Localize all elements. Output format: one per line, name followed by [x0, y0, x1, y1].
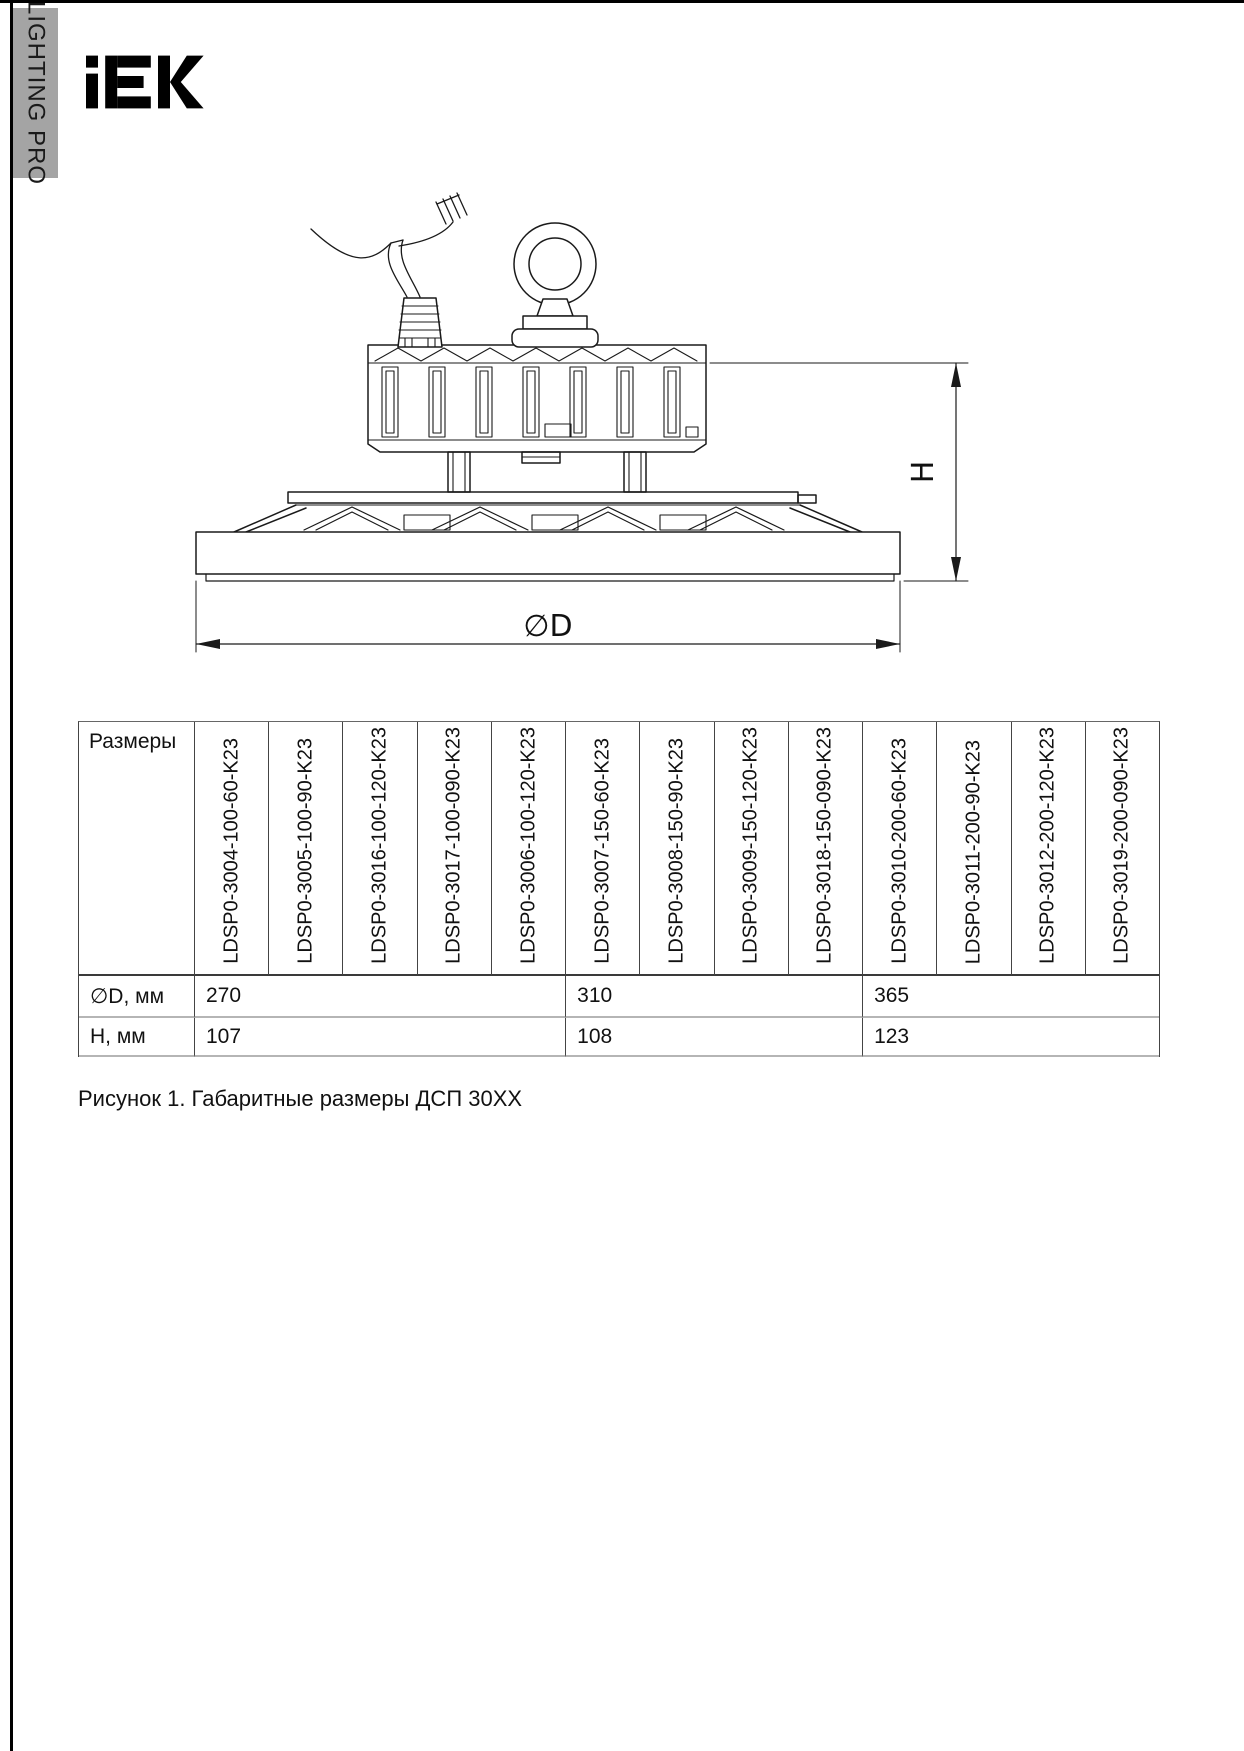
model-column-header — [342, 722, 416, 976]
model-column-header — [268, 722, 342, 976]
model-column-header — [1085, 722, 1159, 976]
figure-caption: Рисунок 1. Габаритные размеры ДСП 30ХХ — [78, 1086, 523, 1111]
dimension-value-cell: 107 — [194, 1018, 565, 1057]
model-column-header — [936, 722, 1010, 976]
model-code: LDSP0-3005-100-90-K23 — [294, 738, 317, 964]
model-code: LDSP0-3016-100-120-K23 — [368, 727, 391, 964]
model-code: LDSP0-3019-200-090-K23 — [1110, 727, 1133, 964]
model-column-header — [714, 722, 788, 976]
model-code: LDSP0-3007-150-60-K23 — [591, 738, 614, 964]
model-column-header — [862, 722, 936, 976]
model-column-header — [491, 722, 565, 976]
dimension-value-cell: 123 — [862, 1018, 1159, 1057]
dimension-row-label: ∅D, мм — [79, 976, 194, 1018]
dimension-value-cell: 270 — [194, 976, 565, 1018]
model-code: LDSP0-3018-150-090-K23 — [813, 727, 836, 964]
model-column-header — [1011, 722, 1085, 976]
cable-gland — [398, 298, 442, 347]
support-posts — [448, 452, 646, 492]
model-code: LDSP0-3004-100-60-K23 — [220, 738, 243, 964]
model-code: LDSP0-3010-200-60-K23 — [888, 738, 911, 964]
model-column-header — [417, 722, 491, 976]
model-column-header — [639, 722, 713, 976]
model-code: LDSP0-3011-200-90-K23 — [962, 739, 985, 964]
table-header-label: Размеры — [79, 722, 194, 976]
heatsink-truss — [234, 492, 862, 532]
driver-box — [368, 345, 706, 463]
dimension-value-cell: 310 — [565, 976, 862, 1018]
eye-bolt — [512, 223, 598, 347]
lamp-body — [196, 532, 900, 581]
dimension-value-cell: 365 — [862, 976, 1159, 1018]
dimension-row-label: H, мм — [79, 1018, 194, 1057]
dimensions-table — [78, 721, 1160, 1057]
diameter-label: ∅D — [523, 609, 573, 644]
model-column-header — [194, 722, 268, 976]
lamp-dimension-drawing — [0, 0, 1244, 690]
model-code: LDSP0-3006-100-120-K23 — [517, 727, 540, 964]
model-code: LDSP0-3017-100-090-K23 — [442, 727, 465, 964]
series-sidebar-label: LIGHTING PRO — [22, 0, 50, 186]
height-label: H — [906, 460, 941, 484]
dimension-value-cell: 108 — [565, 1018, 862, 1057]
model-code: LDSP0-3009-150-120-K23 — [739, 727, 762, 964]
model-column-header — [788, 722, 862, 976]
model-column-header — [565, 722, 639, 976]
supply-wires — [311, 193, 467, 297]
model-code: LDSP0-3008-150-90-K23 — [665, 738, 688, 964]
model-code: LDSP0-3012-200-120-K23 — [1036, 727, 1059, 964]
